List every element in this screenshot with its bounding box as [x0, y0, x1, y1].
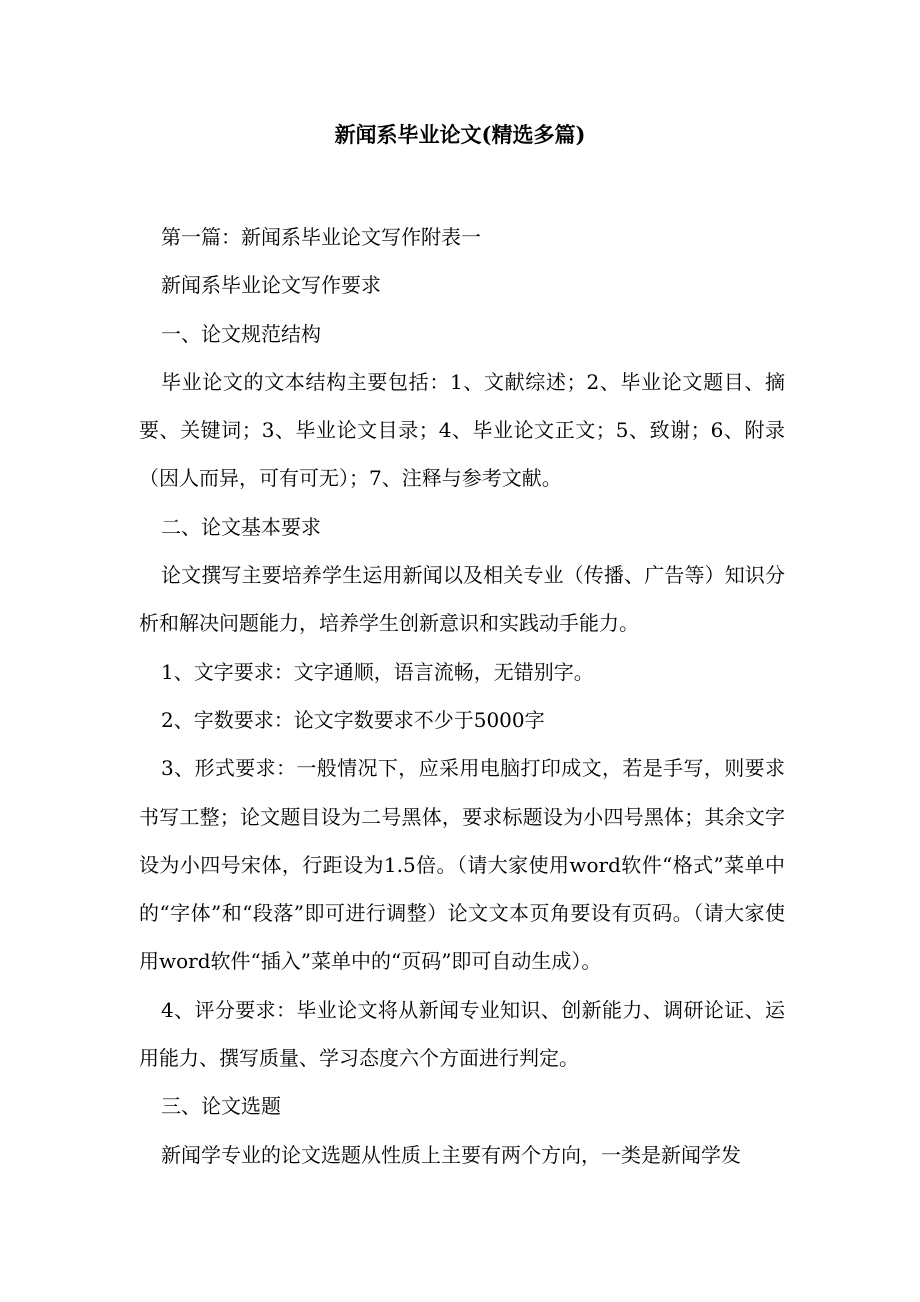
paragraph-topic-selection: 新闻学专业的论文选题从性质上主要有两个方向，一类是新闻学发	[161, 1142, 741, 1167]
paragraph-structure: 毕业论文的文本结构主要包括：1、文献综述；2、毕业论文题目、摘要、关键词；3、毕业论文目录；4、毕业论文正文；5、致谢；6、附录（因人而异，可有可无）；7、注释与参考文献。	[139, 369, 785, 491]
paragraph-part-one-heading: 第一篇：新闻系毕业论文写作附表一	[161, 225, 481, 249]
paragraph-requirements-heading: 新闻系毕业论文写作要求	[161, 273, 381, 298]
section-heading-basic-requirements: 二、论文基本要求	[161, 514, 321, 539]
paragraph-basic-requirements: 论文撰写主要培养学生运用新闻以及相关专业（传播、广告等）知识分析和解决问题能力，培养学生创新意识和实践动手能力。	[139, 563, 785, 636]
document-title: 新闻系毕业论文(精选多篇)	[334, 122, 586, 147]
section-heading-structure: 一、论文规范结构	[161, 321, 321, 346]
document-body	[139, 213, 785, 1179]
paragraph-format-requirement: 3、形式要求：一般情况下，应采用电脑打印成文，若是手写，则要求书写工整；论文题目设为二号黑体，要求标题设为小四号黑体；其余文字设为小四号宋体，行距设为1.5倍。（请大家使用word软件“格式”菜单中的“字体”和“段落”即可进行调整）论文文本页角要设有页码。（请大家使用word软件“插入”菜单中的“页码”即可自动生成）。	[139, 756, 785, 974]
paragraph-grading-requirement: 4、评分要求：毕业论文将从新闻专业知识、创新能力、调研论证、运用能力、撰写质量、学习态度六个方面进行判定。	[139, 997, 785, 1071]
section-heading-topic-selection: 三、论文选题	[161, 1094, 281, 1119]
paragraph-text-requirement: 1、文字要求：文字通顺，语言流畅，无错别字。	[161, 659, 594, 684]
paragraph-word-count-requirement: 2、字数要求：论文字数要求不少于5000字	[161, 707, 545, 732]
